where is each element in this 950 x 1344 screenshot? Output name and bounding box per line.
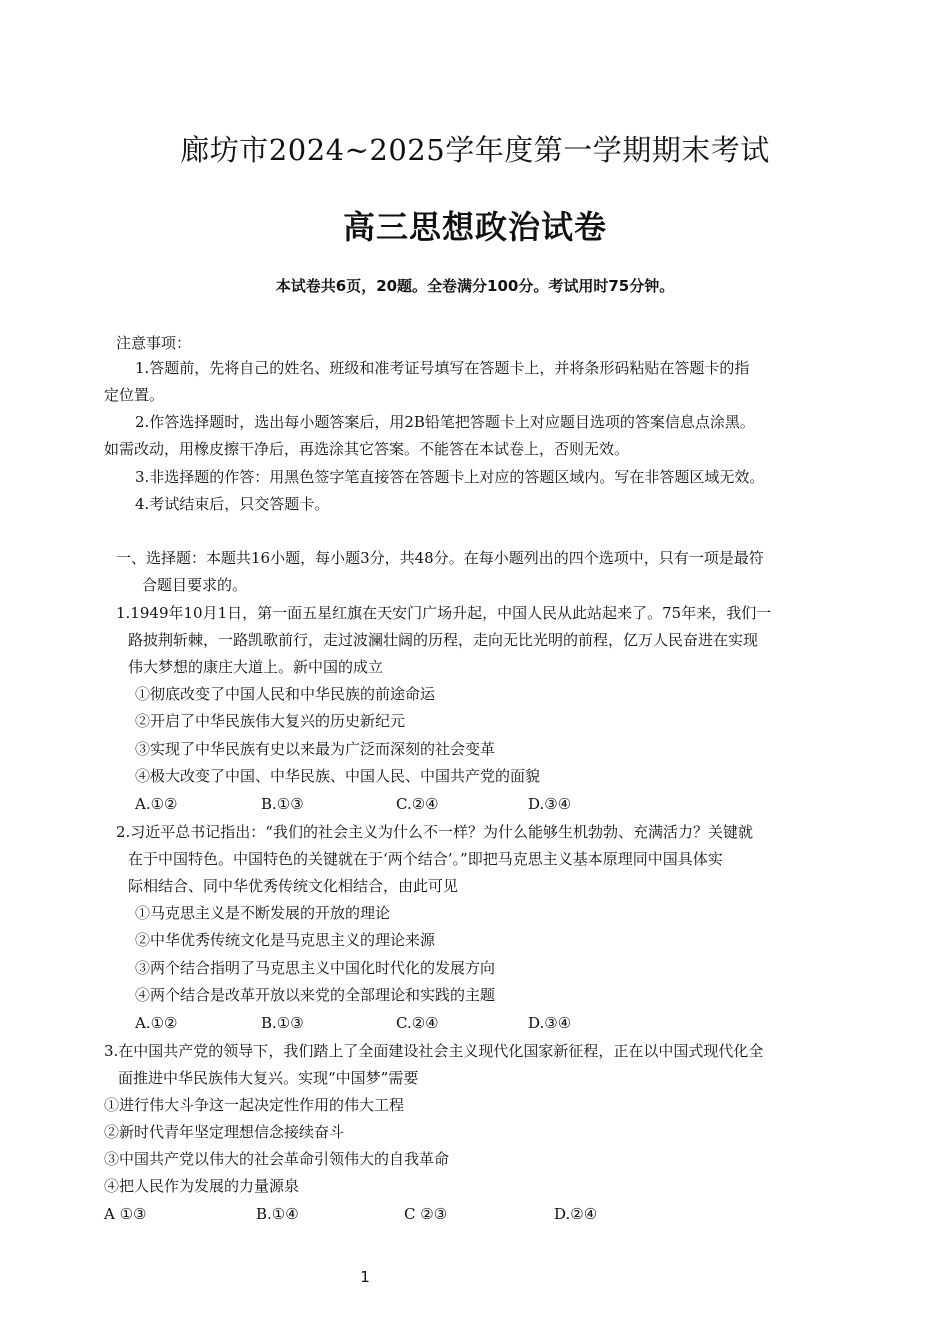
q1-option-a: A.①② (135, 795, 178, 813)
note-1-line-2: 定位置。 (104, 386, 165, 404)
q1-option-c: C.②④ (396, 795, 439, 813)
q2-statement-4: ④两个结合是改革开放以来党的全部理论和实践的主题 (135, 986, 496, 1004)
q2-statement-3: ③两个结合指明了马克思主义中国化时代化的发展方向 (135, 959, 496, 977)
q2-statement-1: ①马克思主义是不断发展的开放的理论 (135, 904, 391, 922)
q1-statement-4: ④极大改变了中国、中华民族、中国人民、中国共产党的面貌 (135, 767, 541, 785)
section-heading-line-2: 合题目要求的。 (142, 576, 248, 594)
exam-title: 廊坊市2024~2025学年度第一学期期末考试 (180, 133, 770, 167)
q2-option-b: B.①③ (261, 1014, 304, 1032)
q2-option-a: A.①② (135, 1014, 178, 1032)
note-3: 3.非选择题的作答：用黑色签字笔直接答在答题卡上对应的答题区域内。写在非答题区域无效。 (135, 468, 765, 486)
note-2-line-2: 如需改动，用橡皮擦干净后，再选涂其它答案。不能答在本试卷上，否则无效。 (104, 440, 630, 458)
exam-info: 本试卷共6页，20题。全卷满分100分。考试用时75分钟。 (275, 277, 675, 295)
q1-stem-line-3: 伟大梦想的康庄大道上。新中国的成立 (128, 658, 384, 676)
q3-statement-4: ④把人民作为发展的力量源泉 (104, 1177, 300, 1195)
q3-stem-line-2: 面推进中华民族伟大复兴。实现“中国梦”需要 (118, 1069, 419, 1087)
q1-statement-2: ②开启了中华民族伟大复兴的历史新纪元 (135, 712, 406, 730)
q2-stem-line-1: 2.习近平总书记指出：“我们的社会主义为什么不一样？为什么能够生机勃勃、充满活力？关键就 (116, 823, 753, 841)
q2-stem-line-2: 在于中国特色。中国特色的关键就在于‘两个结合’。”即把马克思主义基本原理同中国具体实 (128, 850, 723, 868)
q2-statement-2: ②中华优秀传统文化是马克思主义的理论来源 (135, 931, 436, 949)
q1-statement-1: ①彻底改变了中国人民和中华民族的前途命运 (135, 685, 436, 703)
note-1-line-1: 1.答题前，先将自己的姓名、班级和准考证号填写在答题卡上，并将条形码粘贴在答题卡的指 (135, 359, 750, 377)
section-heading-line-1: 一、选择题：本题共16小题，每小题3分，共48分。在每小题列出的四个选项中，只有一项是最符 (116, 549, 764, 567)
q2-option-d: D.③④ (528, 1014, 572, 1032)
q2-stem-line-3: 际相结合、同中华优秀传统文化相结合，由此可见 (128, 877, 459, 895)
q3-option-a: A ①③ (104, 1205, 147, 1223)
q2-options (0, 1013, 950, 1033)
q1-statement-3: ③实现了中华民族有史以来最为广泛而深刻的社会变革 (135, 740, 496, 758)
q1-options (0, 794, 950, 814)
q3-option-b: B.①④ (256, 1205, 299, 1223)
q3-option-d: D.②④ (554, 1205, 598, 1223)
q1-stem-line-2: 路披荆斩棘，一路凯歌前行，走过波澜壮阔的历程，走向无比光明的前程，亿万人民奋进在实现 (128, 631, 759, 649)
q3-option-c: C ②③ (404, 1205, 448, 1223)
q1-stem-line-1: 1.1949年10月1日，第一面五星红旗在天安门广场升起，中国人民从此站起来了。75年来，我们一 (116, 604, 772, 622)
q3-statement-2: ②新时代青年坚定理想信念接续奋斗 (104, 1123, 345, 1141)
q1-option-b: B.①③ (261, 795, 304, 813)
q1-option-d: D.③④ (528, 795, 572, 813)
q2-option-c: C.②④ (396, 1014, 439, 1032)
q3-stem-line-1: 3.在中国共产党的领导下，我们踏上了全面建设社会主义现代化国家新征程，正在以中国式现代化全 (104, 1042, 764, 1060)
note-2-line-1: 2.作答选择题时，选出每小题答案后，用2B铅笔把答题卡上对应题目选项的答案信息点涂黑。 (135, 413, 755, 431)
q3-statement-1: ①进行伟大斗争这一起决定性作用的伟大工程 (104, 1096, 405, 1114)
subject-title: 高三思想政治试卷 (342, 208, 607, 246)
notes-heading: 注意事项： (116, 334, 192, 352)
page-number: 1 (360, 1268, 370, 1286)
note-4: 4.考试结束后，只交答题卡。 (135, 495, 330, 513)
q3-options (0, 1204, 950, 1224)
q3-statement-3: ③中国共产党以伟大的社会革命引领伟大的自我革命 (104, 1150, 450, 1168)
